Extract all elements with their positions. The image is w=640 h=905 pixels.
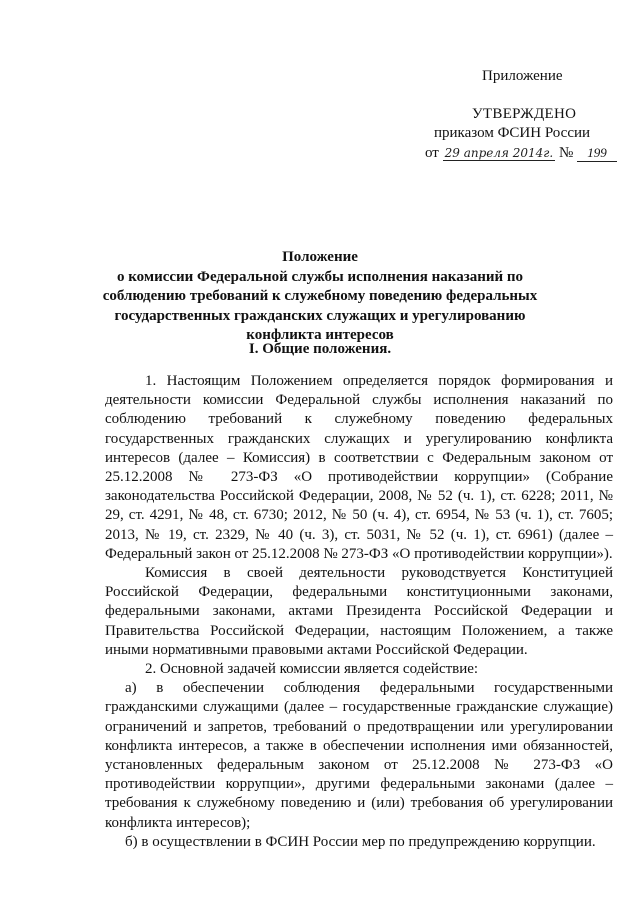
paragraph: а) в обеспечении соблюдения федеральными государственными гражданскими служащими (далее – государственные гражданские служащие) ограничений и запретов, требований о предотвращении или урегулировании конфликта интересов, а также в обеспечении исполнения ими обязанностей, установленных федеральным законом от 25.12.2008 № 273-ФЗ «О противодействии коррупции», другими федеральными законами (далее – требования к служебному поведению и (или) требования об урегулировании конфликта интересов); [105,680,613,831]
document-body [105,372,613,852]
order-label: приказом ФСИН России [434,125,591,141]
appendix-label: Приложение [482,68,563,84]
number-prefix: № [558,145,574,161]
handwritten-number: 199 [577,145,617,162]
section-heading: I. Общие положения. [248,341,392,357]
date-prefix: от [425,145,439,161]
title-main: Положение [282,249,358,265]
paragraph: б) в осуществлении в ФСИН России мер по предупреждению коррупции. [125,833,596,850]
order-date-line [425,145,617,162]
approved-label: УТВЕРЖДЕНО [472,106,577,122]
paragraph: Комиссия в своей деятельности руководствуется Конституцией Российской Федерации, федеральными конституционными законами, федеральными законами, актами Президента Российской Федерации и Правительства Российской Федерации, настоящим Положением, а также иными нормативными правовыми актами Российской Федерации. [105,565,613,658]
document-title [100,248,540,346]
paragraph: 1. Настоящим Положением определяется порядок формирования и деятельности комиссии Федеральной службы исполнения наказаний по соблюдению требований к служебному поведению федеральных государственных гражданских служащих и урегулированию конфликта интересов (далее – Комиссия) в соответствии с Федеральным законом от 25.12.2008 № 273-ФЗ «О противодействии коррупции» (Собрание законодательства Российской Федерации, 2008, № 52 (ч. 1), ст. 6228; 2011, № 29, ст. 4291, № 48, ст. 6730; 2012, № 50 (ч. 4), ст. 6954, № 53 (ч. 1), ст. 7605; 2013, № 19, ст. 2329, № 40 (ч. 3), ст. 5031, № 52 (ч. 1), ст. 6961) (далее – Федеральный закон от 25.12.2008 № 273-ФЗ «О противодействии коррупции»). [105,373,613,562]
title-subtitle: о комиссии Федеральной службы исполнения наказаний по соблюдению требований к служебному поведению федеральных государственных гражданских служащих и урегулированию конфликта интересов [102,268,538,343]
paragraph: 2. Основной задачей комиссии является содействие: [145,661,479,678]
handwritten-date: 29 апреля 2014г. [444,146,554,160]
